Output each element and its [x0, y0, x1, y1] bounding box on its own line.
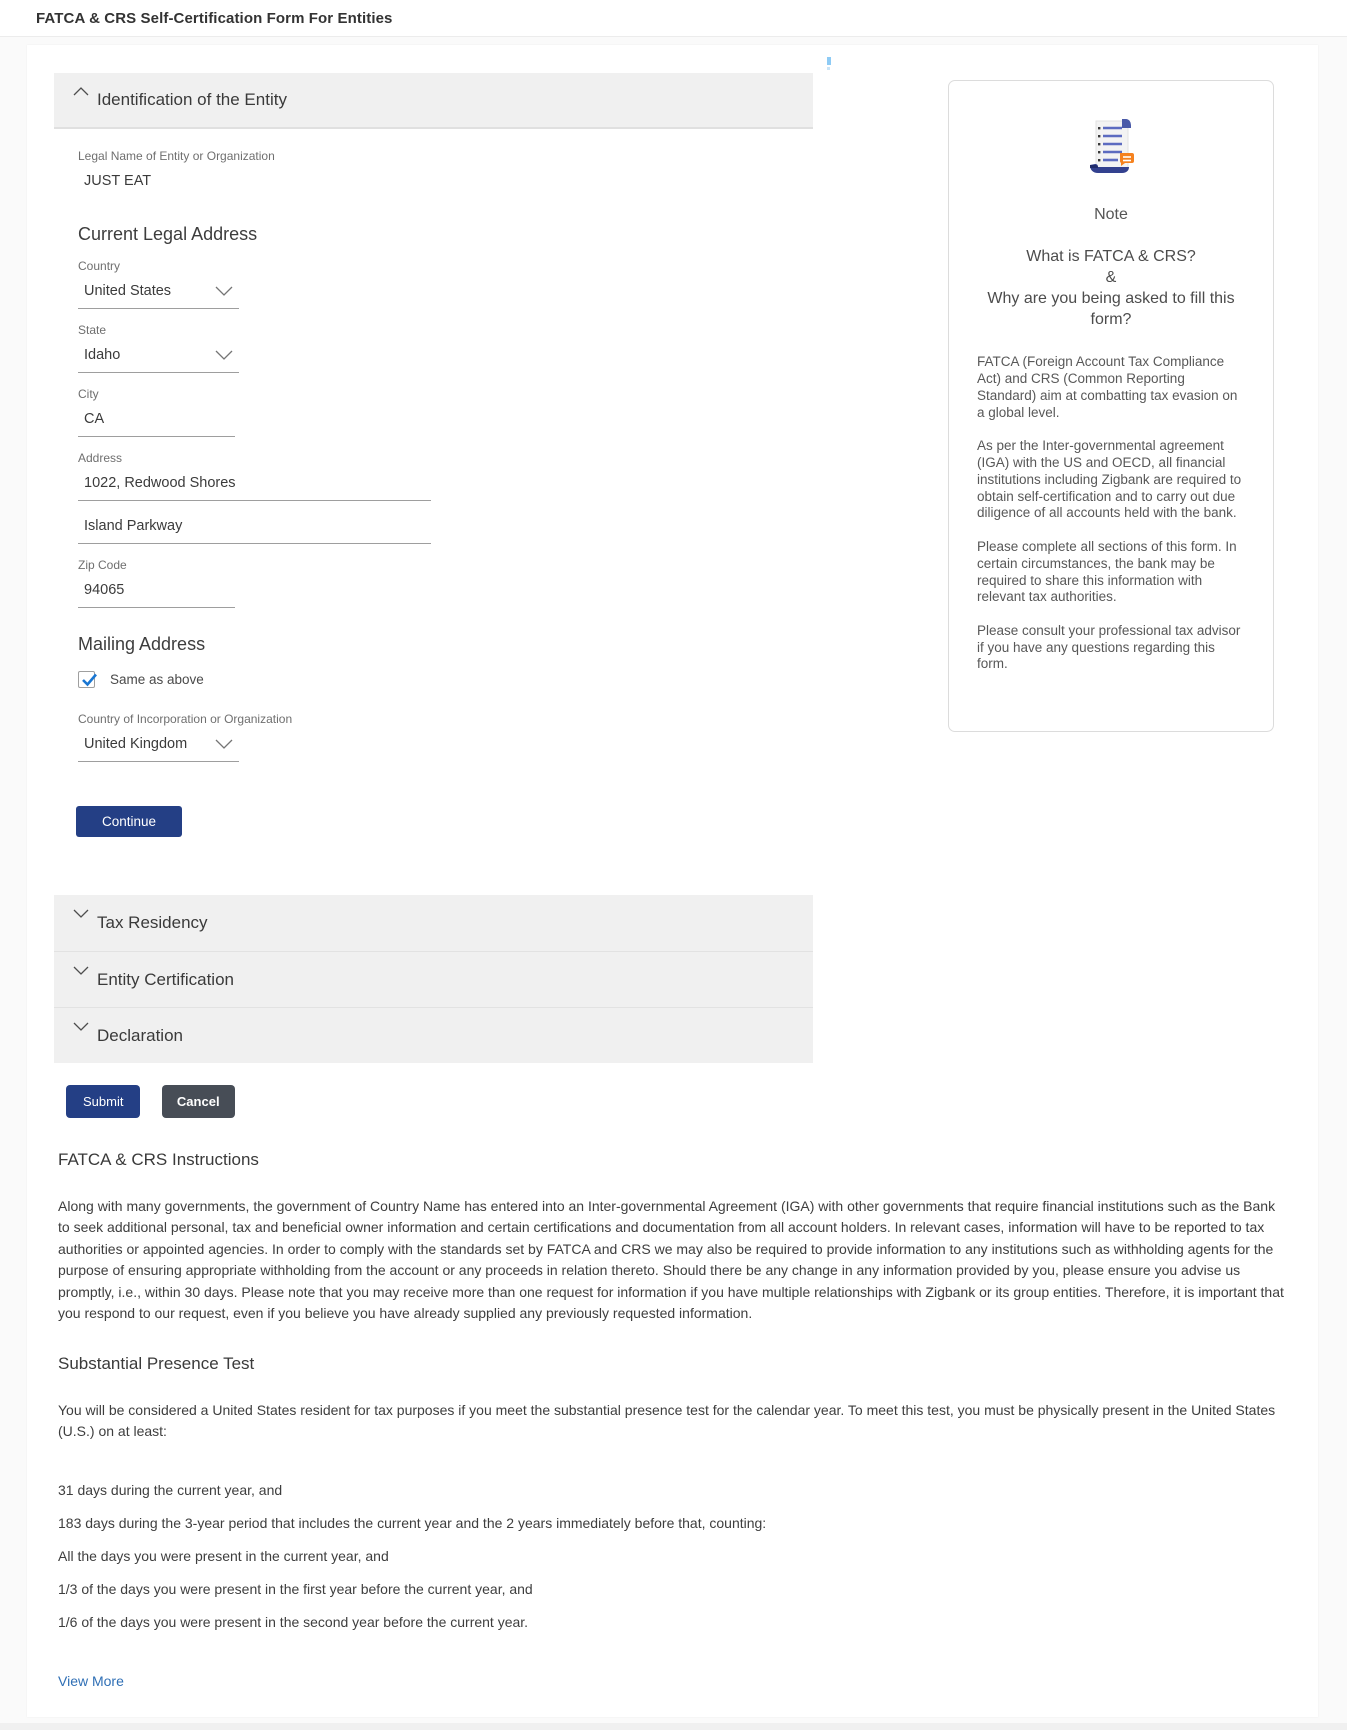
note-paragraph: Please complete all sections of this form. In certain circumstances, the bank may be required to share this information with relevant tax authorities. — [977, 539, 1237, 605]
city-label: City — [78, 387, 99, 401]
chevron-down-icon — [71, 907, 91, 921]
continue-button[interactable]: Continue — [76, 806, 182, 837]
legal-name-field — [78, 149, 813, 198]
country-field — [78, 259, 813, 309]
incorporation-field — [78, 712, 813, 762]
note-paragraph: Please consult your professional tax advisor if you have any questions regarding this form. — [977, 622, 1241, 672]
state-field — [78, 323, 813, 373]
accordion-tax-residency-title: Tax Residency — [97, 913, 208, 932]
footer-strip — [0, 1723, 1347, 1730]
incorporation-select-value: United Kingdom — [84, 736, 188, 752]
chevron-down-icon — [213, 349, 235, 361]
country-label: Country — [78, 259, 121, 273]
substantial-presence-test-heading: Substantial Presence Test — [58, 1354, 255, 1374]
incorporation-select[interactable] — [78, 733, 239, 762]
accordion-entity-certification-title: Entity Certification — [97, 969, 234, 989]
page-title: FATCA & CRS Self-Certification Form For Entities — [36, 9, 393, 27]
instructions-section — [27, 1118, 1318, 1691]
address-field — [78, 451, 813, 544]
chevron-down-icon — [71, 964, 91, 978]
main-card — [27, 45, 1318, 1717]
city-field — [78, 387, 813, 437]
same-as-above-label: Same as above — [110, 672, 204, 687]
spt-list-item: All the days you were present in the current year, and — [58, 1548, 389, 1565]
accordion-tax-residency[interactable] — [54, 895, 813, 951]
accordion-declaration-title: Declaration — [97, 1025, 183, 1045]
cancel-button[interactable]: Cancel — [162, 1085, 235, 1118]
chevron-down-icon — [213, 738, 235, 750]
address-line1-input[interactable]: 1022, Redwood Shores — [78, 472, 431, 501]
scroll-document-icon — [1084, 117, 1138, 184]
collapsed-accordions — [54, 895, 813, 1063]
address-label: Address — [78, 451, 123, 465]
mailing-address-heading: Mailing Address — [78, 634, 206, 654]
submit-button[interactable]: Submit — [66, 1085, 140, 1118]
note-paragraph: As per the Inter-governmental agreement (IGA) with the US and OECD, all financial institutions including Zigbank are required to obtain self-certification and to carry out due diligence of all accounts held with the bank. — [977, 438, 1242, 521]
zip-label: Zip Code — [78, 558, 127, 572]
accordion-declaration[interactable] — [54, 1007, 813, 1063]
page-header — [0, 0, 1347, 37]
zip-field — [78, 558, 813, 608]
render-artifact — [827, 57, 831, 65]
note-title: Note — [1094, 206, 1128, 223]
legal-name-value: JUST EAT — [84, 173, 152, 189]
chevron-down-icon — [213, 285, 235, 297]
same-as-above-row — [78, 671, 813, 688]
form-actions — [66, 1085, 1318, 1118]
note-panel — [948, 80, 1274, 732]
note-heading-line1: What is FATCA & CRS? — [1026, 248, 1196, 265]
note-heading — [977, 246, 1245, 330]
note-heading-line2: & — [1105, 269, 1117, 287]
chevron-down-icon — [71, 1020, 91, 1034]
incorporation-label: Country of Incorporation or Organization — [78, 712, 293, 726]
substantial-presence-test-intro: You will be considered a United States resident for tax purposes if you meet the substantial presence test for the calendar year. To meet this test, you must be physically present in the United States (U.S.) on at least: — [58, 1402, 1276, 1440]
city-input[interactable]: CA — [78, 408, 235, 437]
chevron-up-icon — [71, 84, 91, 98]
spt-list-item: 31 days during the current year, and — [58, 1482, 283, 1499]
note-paragraph: FATCA (Foreign Account Tax Compliance Act) and CRS (Common Reporting Standard) aim at combatting tax evasion on a global level. — [977, 354, 1238, 420]
state-label: State — [78, 323, 107, 337]
accordion-entity-certification[interactable] — [54, 951, 813, 1007]
spt-list-item: 1/3 of the days you were present in the first year before the current year, and — [58, 1581, 533, 1598]
note-heading-line3: Why are you being asked to fill this form? — [987, 290, 1235, 329]
instructions-body: Along with many governments, the government of Country Name has entered into an Inter-governmental Agreement (IGA) with other governments that require financial institutions such as the Bank to seek additional personal, tax and beneficial owner information and certain certifications and documentation from all account holders. In relevant cases, information will have to be reported to tax authorities or appointed agencies. In order to comply with the standards set by FATCA and CRS we may also be required to provide information to any institutions such as withholding agents for the purpose of ensuring appropriate withholding from the account or any proceeds in relation thereto. Should there be any change in any information provided by you, please ensure you advise us promptly, i.e., within 30 days. Please note that you may receive more than one request for information if you have multiple relationships with Zigbank or its group entities. Therefore, it is important that you respond to our request, even if you believe you have already supplied any previously requested information. — [58, 1198, 1284, 1322]
instructions-heading: FATCA & CRS Instructions — [58, 1150, 259, 1169]
address-line2-input[interactable]: Island Parkway — [78, 515, 431, 544]
checkmark-icon — [80, 670, 99, 689]
zip-input[interactable]: 94065 — [78, 579, 235, 608]
state-select[interactable] — [78, 344, 239, 373]
same-as-above-checkbox[interactable] — [78, 671, 95, 688]
identification-form — [54, 129, 813, 837]
spt-list-item: 183 days during the 3-year period that includes the current year and the 2 years immediately before that, counting: — [58, 1515, 767, 1532]
country-select[interactable] — [78, 280, 239, 309]
accordion-identification-title: Identification of the Entity — [97, 90, 287, 109]
view-more-link[interactable]: View More — [58, 1673, 124, 1690]
country-select-value: United States — [84, 283, 172, 299]
state-select-value: Idaho — [84, 347, 121, 363]
accordion-identification-header[interactable] — [54, 73, 813, 129]
current-legal-address-heading: Current Legal Address — [78, 224, 258, 244]
legal-name-label: Legal Name of Entity or Organization — [78, 149, 275, 163]
spt-list-item: 1/6 of the days you were present in the second year before the current year. — [58, 1614, 529, 1631]
